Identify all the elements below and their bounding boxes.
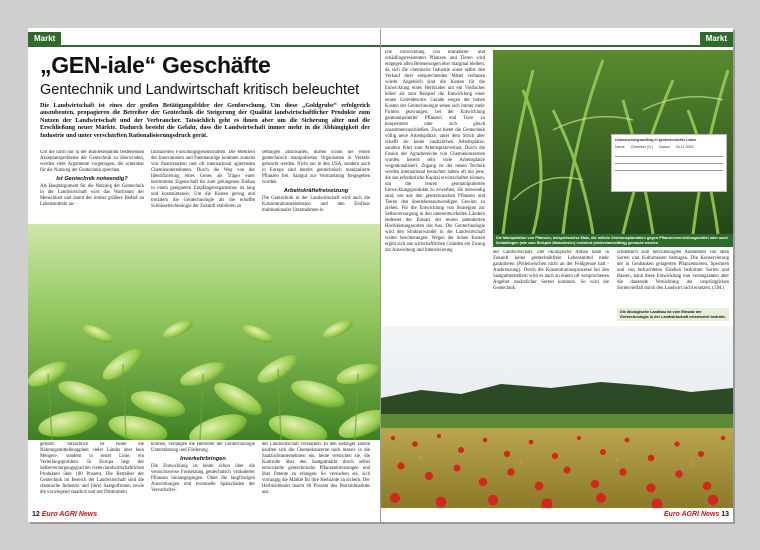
right-column-1: [385, 50, 485, 266]
section-rule-left: [28, 45, 380, 47]
column-text: der Landwirtschaft. Der ökologische Anbau kann in Zukunft keine gentechnikfreie Lebensmittel mehr garantieren (Pollenwischen nicht an der Feldgrenze halt - Auskreuzung). Durch die Konzentrationsprozesse bei den Saatgutherstellern wird es auch zu einem oft versprochenen Angebot zusätzlicher Sorten kommen. So wird die Gentechnik: [493, 250, 609, 291]
column-text: settungen abzuwarten, dürfen schon die ersten gentechnisch manipulierten Organismen in Verkehr gebracht werden. Nicht nur in den USA, sondern auch in Europa sind bereits gentechnisch manipulierte Pflanzen frei. Saatgut zur Vermarktung freigegeben worden.: [262, 150, 370, 185]
column-text: Als Hauptargument für die Nutzung der Gentechnik in der Landwirtschaft wird das Wachstum der Menschheit und damit der immer größere Bedarf an Lebensmitteln an-: [40, 184, 144, 207]
footer-right: [664, 511, 729, 518]
column-text: Um die nicht nur in der Bundesrepublik bestehenden Akzeptanzprobleme der Gentechnik zu überwinden, werden viele Argumente vorgetragen, die scheinbar für die Nutzung der Gentechnik sprechen.: [40, 150, 144, 173]
column-text: Die Entwicklung ist heute schon über die versuchsweise Freisetzung gentechnisch veränderter Pflanzen hinausgegangen. Ohne die langfristigen Auswirkungen und eventuelle Spätschäden der Versuchsfrei-: [151, 464, 255, 493]
document-card-field: Name: [615, 145, 625, 150]
page-number: 12: [32, 511, 40, 518]
left-page: [28, 28, 380, 522]
document-card-field: Chemiker (G.): [630, 145, 654, 150]
column-subheading: Ist Gentechnik notwendig?: [56, 176, 128, 182]
left-bottom-column-1: [40, 442, 144, 504]
column-text: Die Entwicklung von krankheits- und schädlingsresistenten Pflanzen und Tieren wird entgegen allen Beteuerungen eher marginal bleiben, da sich die chemische Industrie sonst selbst den Verkauf ihrer entsprechenden Mittel verbauen würde. Angeblich sind die Kosten für die Entwicklung eines Herbizides um ein Vielfaches höher als zum Beispiel die Entwicklung einer neuen Getreidesorte. Gerade wegen der hohen Kosten der Gentechnologie sehen sich immer mehr Firmen gezwungen, bei der Entwicklung genmanipulierter Pflanzen und Tiere zu kooperieren oder sich gleich zusammenzuschließen. Zwar bietet die Gentechnik völlig neue Arbeitsplätze, unter dem Strich aber schafft sie keine zusätzlichen Arbeitsplätze, sondern führt zum Arbeitsplatzverlust. Durch die Fusion der Agrarbereiche von Chemiekonzernen wurden bereits sehr viele Arbeitsplätze wegrationalisiert. Zugang zu der neuen Technik werden international betrachtet haben oft nur jene, die das erforderliche Kapital erwirtschaften können, um die teuren genmanipulierten Entwicklungsprodukte zu erwerben, die notwendig sind, um aus den gentechnischen Pflanzen und Tieren den überlebensnotwendigen Gewinn zu ziehen. Für die Entwicklung von Strategien zur Selbstversorgung in den unterentwickelten Ländern bedeutet der Einsatz der teuren patentierten Hochleistungssorten das Aus. Die Gentechnologie wird den Strukturwandel in der Landwirtschaft weiter beschleunigen. Wegen der hohen Kosten ergibt sich aus wirtschaftlichen Gründen ein Zwang zur Ausweitung und Intensivierung: [385, 50, 485, 253]
subheadline: Gentechnik und Landwirtschaft kritisch beleuchtet: [40, 82, 360, 98]
left-bottom-column-3: [262, 442, 370, 504]
brand-name: Euro AGRI News: [663, 511, 720, 518]
poppy-field-image: [381, 326, 733, 508]
document-card-field: Datum: [659, 145, 670, 150]
column-text: geführt. Tatsächlich ist heute die Nahrungsmittelknappheit vieler Länder aber kein Mengen-, sondern in erster Linie, ein Verteilungsproblem. In Europa liegt der Selbstversorgungsgrad bei vielen landwirtschaftlichen Produkten über 100 Prozent. Die Betreiber der Gentechnik im Bereich der Landwirtschaft sind die chemische Industrie und (ihre) Saatgutfirmen sowie die vorwiegend staatlich und mit Drittmitteln: [40, 442, 144, 495]
document-card-line: [615, 170, 723, 171]
left-bottom-column-2: [151, 442, 255, 504]
section-tab-left: Markt: [28, 32, 61, 45]
seedlings-image: [28, 224, 380, 440]
column-text: schließlich zum beschleunigten Aussterben von alten Sorten und Kulturrassen beitragen. Die Konservierung der in Genbanken gelagerten Pflanzensorten, Spermien und von befruchteten Eizellen bedrohter Sorten und Rassen, kann diese Entwicklung nun verlangsamen aber die dauernde Vernichtung der ursprünglichen Sortenvielfalt durch den Landwirt nicht ersetzen. (J.M.): [617, 250, 729, 291]
corn-caption: Die Manipulation von Pflanzen, beispielsweise Mais, die mittels Gentransplantation gegen Pflanzenvernichtungsmittel oder auch Schädlingen (wie zum Beispiel Maiszünsler) resistent (widerstandsfähig) gemacht werden: [493, 234, 733, 247]
poppy-field-photo: [381, 326, 733, 508]
column-text: Die Gentechnik in der Landwirtschaft wird auch die Konzentrationstendenzen und den Einfluss multinationaler Unternehmen in: [262, 196, 370, 213]
column-text: finanzierten Forschungsgesellschaften. Die Mehrheit der Innovationen und Patentanträge kommen zumeist von finanzstarken und oft international agierenden Chemieunternehmen. Durch die Weg von der Identifizierung eines Genes als Träger einer bestimmten Eigenschaft bis zum gelungenen Einbau in einen geeigneten Empfängerorganismus ist lang und kostenintensiv. Um die Kosten gering und trotzdem die Gentechnologie als die erhoffte Schlüsseltechnologie der Zukunft etablieren zu: [151, 150, 255, 209]
headline: „GEN-iale“ Geschäfte: [40, 52, 271, 78]
section-tab-right: Markt: [700, 32, 733, 45]
document-card-line: [615, 163, 723, 164]
column-text: der Landwirtschaft verstärken. In den siebziger Jahren kauften sich die Chemiekonzerne nach massiv in die Saatzuchtunternehmen ein, heute versuchen sie, die Kontrolle über den Saatgutmarkt durch selbst entwickelte gentechnische Pflanzenkreuzungen und über Patente zu erlangen. So versuchen sie, sich vorrangig die Märkte für ihre Herbizide zu sichern. Der Herbizidmarkt macht 60 Prozent des Pestizidmarktes aus.: [262, 442, 370, 495]
right-column-2: [493, 250, 609, 320]
field-caption: Die ökologische Landbau ist vom Einsatz der Gentechnologie in der Landwirtschaft existenziell bedroht.: [617, 308, 729, 321]
right-column-3: [617, 250, 729, 310]
document-card-line: [615, 156, 723, 157]
footer-left: [32, 511, 97, 518]
document-card-title: Untersuchungsauftrag in gentechnischer Labor: [615, 138, 697, 142]
section-rule-right: [381, 45, 733, 47]
lead-paragraph: Die Landwirtschaft ist eines der großen Betätigungsfelder der Genforschung. Um diese „Goldgrube“ erfolgreich auszubeuten, propagieren die Betreiber der Gentechnik die Steigerung der Qualität landwirtschaftlicher Produkte zum Nutzen der Landwirtschaft und der Verbraucher. Tatsächlich geht es ihnen aber um die Sicherung alter und die Erschließung neuer Märkte. Dadurch besteht die Gefahr, dass die Landwirtschaft immer mehr in die Abhängigkeit der Industrie und unter verschärften Rationalisierungsdruck gerät.: [40, 102, 370, 139]
column-subheading: Inverkehrbringen: [180, 456, 226, 462]
document-card: [611, 134, 727, 192]
corn-photo: [493, 50, 733, 234]
page-number: 13: [721, 511, 729, 518]
right-page: [381, 28, 733, 522]
seedlings-photo: [28, 224, 380, 440]
document-card-field: 04.11.2002: [675, 145, 694, 150]
column-text: können, verlangen die Betreiber der Gentechnologie Unterstützung und Förderung.: [151, 442, 255, 453]
column-subheading: Arbeitskräftefreisetzung: [283, 188, 349, 194]
brand-name: Euro AGRI News: [41, 511, 98, 518]
